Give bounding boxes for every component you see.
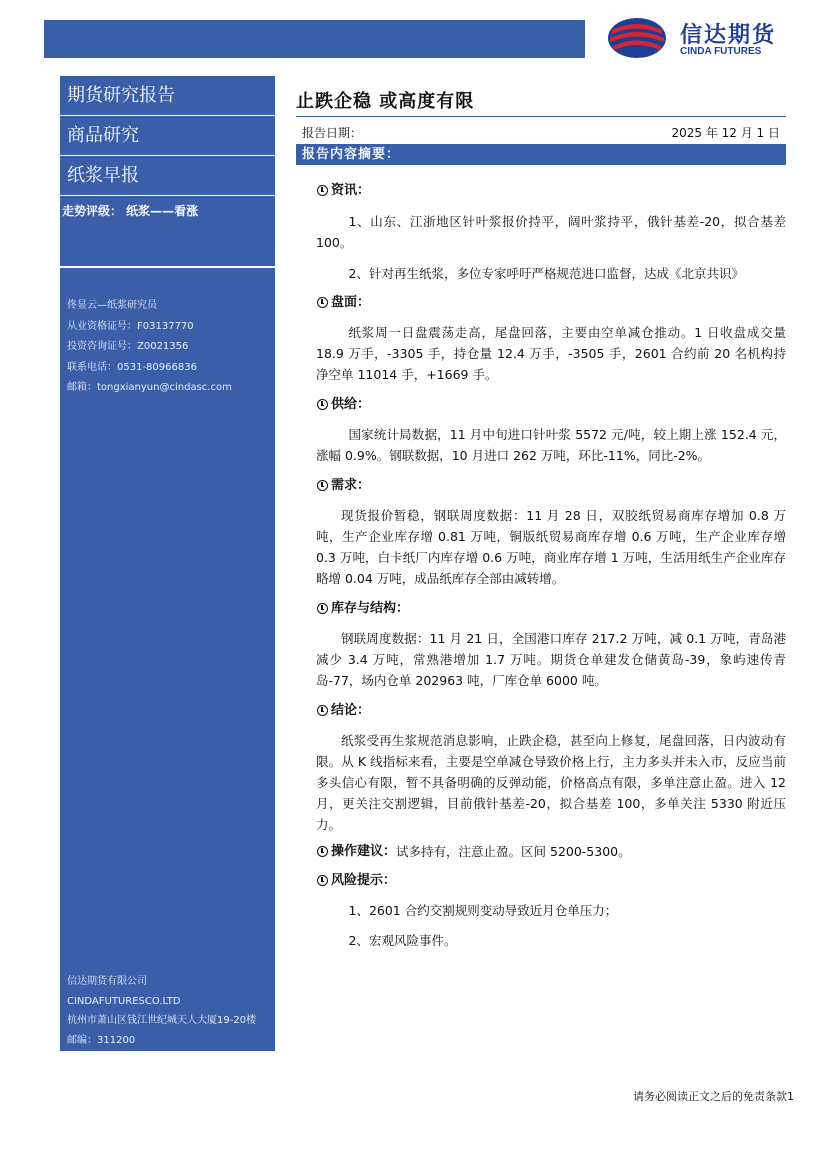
analyst-phone: 联系电话：0531-80966836 (67, 361, 197, 373)
advice-text: 试多持有，注意止盈。区间 5200-5300。 (396, 844, 631, 859)
section-news-title: 资讯： (316, 180, 786, 201)
sidebar-divider (60, 266, 275, 268)
section-conclusion-title: 结论： (316, 700, 786, 721)
clock-icon (317, 185, 328, 196)
analyst-info (67, 296, 232, 399)
report-date-label: 报告日期： (302, 126, 363, 140)
report-date-row (296, 122, 786, 142)
news-paragraph-1: 1、山东、江浙地区针叶浆报价持平，阔叶浆持平，俄针基差-20，拟合基差 100。 (316, 214, 786, 250)
report-content (316, 180, 786, 951)
section-supply-title: 供给： (316, 394, 786, 415)
brand-name-en: CINDA FUTURES (680, 46, 762, 57)
analyst-email: 邮箱：tongxianyun@cindasc.com (67, 382, 232, 393)
disclaimer-note: 请务必阅读正文之后的免责条款1 (633, 1090, 794, 1103)
clock-icon (317, 875, 328, 886)
clock-icon (317, 705, 328, 716)
section-demand-title: 需求： (316, 475, 786, 496)
company-info (67, 972, 256, 1050)
sidebar-title-report-type: 期货研究报告 (60, 76, 275, 116)
analyst-consulting-id: 投资咨询证号：Z0021356 (67, 341, 189, 352)
sidebar-title-category: 商品研究 (60, 116, 275, 156)
company-name: 信达期货有限公司 (67, 976, 147, 987)
company-postcode: 邮编：311200 (67, 1034, 136, 1046)
section-market-title: 盘面： (316, 292, 786, 313)
clock-icon (317, 480, 328, 491)
sidebar-title-report-name: 纸浆早报 (60, 156, 275, 196)
clock-icon (317, 297, 328, 308)
risk-item-1: 1、2601 合约交割规则变动导致近月仓单压力； (348, 903, 618, 918)
clock-icon (317, 603, 328, 614)
top-banner (44, 20, 585, 58)
company-name-en: CINDAFUTURESCO.LTD (67, 995, 181, 1007)
news-paragraph-2: 2、针对再生纸浆，多位专家呼吁严格规范进口监督，达成《北京共识》 (348, 266, 744, 281)
cinda-logo-icon (606, 16, 668, 60)
report-headline: 止跌企稳 或高度有限 (296, 91, 475, 112)
report-date-value: 2025 年 12 月 1 日 (671, 126, 780, 140)
brand-name-cn: 信达期货 (680, 23, 777, 48)
trend-rating: 走势评级： 纸浆——看涨 (62, 204, 199, 218)
risk-item-2: 2、宏观风险事件。 (348, 933, 457, 948)
clock-icon (317, 846, 328, 857)
brand-logo (606, 16, 796, 60)
company-address: 杭州市萧山区钱江世纪城天人大厦19-20楼 (67, 1015, 257, 1026)
section-advice (316, 841, 786, 862)
analyst-qualification: 从业资格证号：F03137770 (67, 320, 194, 332)
inventory-paragraph: 钢联周度数据：11 月 21 日，全国港口库存 217.2 万吨，减 0.1 万吨，青岛港减少 3.4 万吨，常熟港增加 1.7 万吨。期货仓单建发仓储黄岛-39，象屿速传青岛-77，场内仓单 202963 吨，厂库仓单 6000 吨。 (316, 631, 786, 688)
conclusion-paragraph: 纸浆受再生浆规范消息影响，止跌企稳，甚至向上修复，尾盘回落，日内波动有限。从 K 线指标来看，主要是空单减仓导致价格上行，主力多头并未入市，反应当前多头信心有限，暂不具备明确的反弹动能，价格高点有限，多单注意止盈。进入 12 月，更关注交割逻辑，目前俄针基差-20，拟合基差 100，多单关注 5330 附近压力。 (316, 733, 786, 832)
demand-paragraph: 现货报价暂稳，钢联周度数据：11 月 28 日，双胶纸贸易商库存增加 0.8 万吨，生产企业库存增 0.81 万吨，铜版纸贸易商库存增 0.6 万吨，生产企业库存增 0.3 万吨，白卡纸厂内库存增 0.6 万吨，商业库存增 1 万吨，生活用纸生产企业库存略增 0.04 万吨，成品纸库存全部由减转增。 (316, 508, 786, 586)
section-advice-title: 操作建议： (331, 844, 397, 859)
clock-icon (317, 399, 328, 410)
analyst-name: 佟显云—纸浆研究员 (67, 300, 157, 311)
supply-paragraph: 国家统计局数据，11 月中旬进口针叶浆 5572 元/吨，较上期上涨 152.4 元，涨幅 0.9%。钢联数据，10 月进口 262 万吨，环比-11%，同比-2%。 (316, 427, 786, 463)
summary-header: 报告内容摘要： (296, 144, 786, 165)
market-paragraph: 纸浆周一日盘震荡走高，尾盘回落，主要由空单减仓推动。1 日收盘成交量 18.9 万手，-3305 手，持仓量 12.4 万手，-3505 手，2601 合约前 20 名机构持净空单 11014 手，+1669 手。 (316, 325, 786, 382)
header-rule (296, 116, 786, 117)
sidebar (60, 76, 275, 1051)
section-inventory-title: 库存与结构： (316, 598, 786, 619)
section-risk-title: 风险提示： (316, 870, 786, 891)
